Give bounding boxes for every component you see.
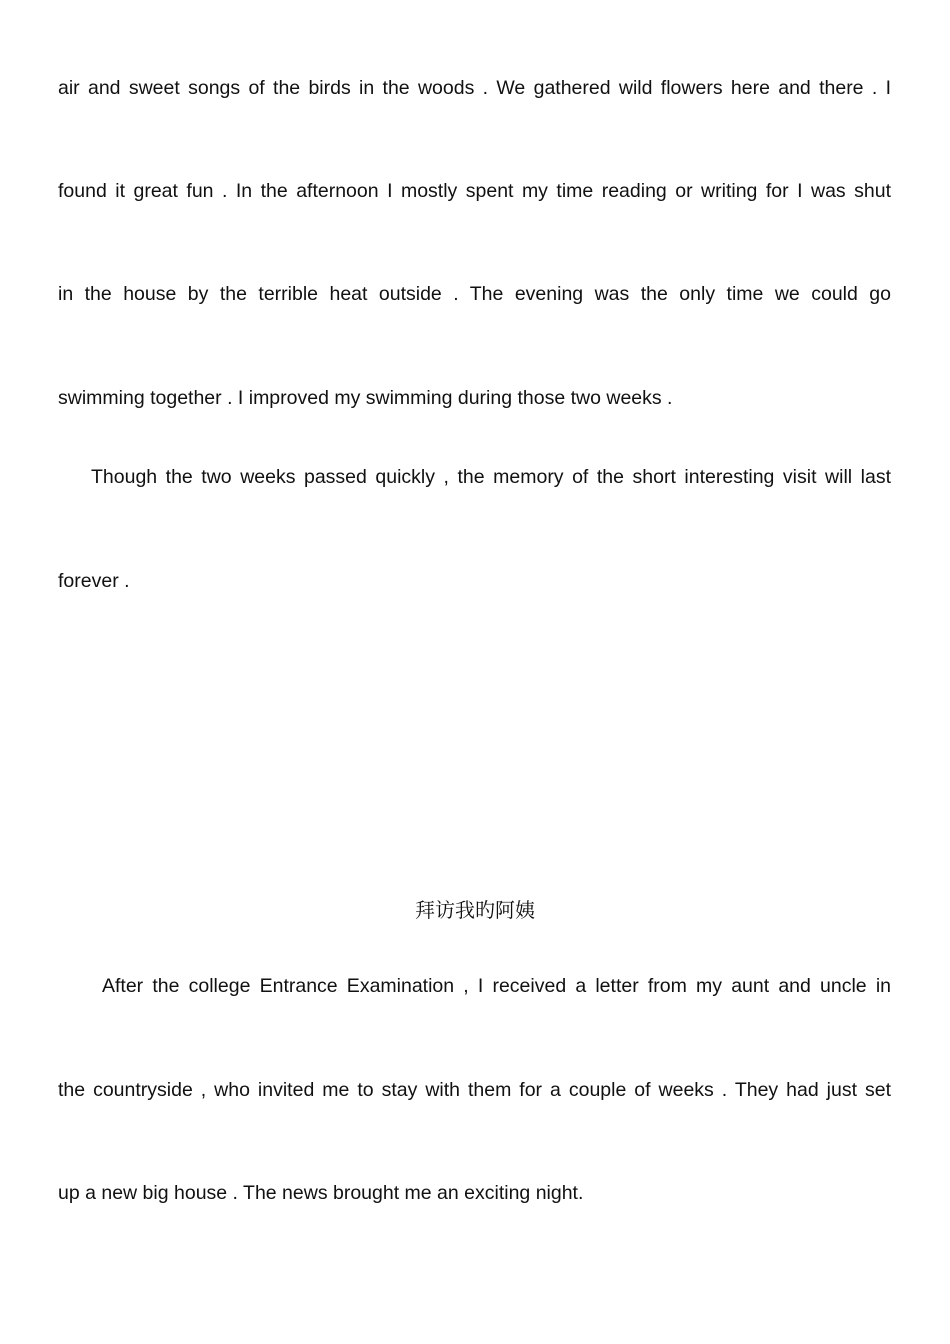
- paragraph-line: the countryside , who invited me to stay with them for a couple of weeks . They had just set: [58, 1079, 891, 1101]
- paragraph-line: Though the two weeks passed quickly , the memory of the short interesting visit will last: [91, 466, 891, 488]
- paragraph-line: swimming together . I improved my swimming during those two weeks .: [58, 387, 673, 409]
- paragraph-line: After the college Entrance Examination , I received a letter from my aunt and uncle in: [102, 975, 891, 997]
- paragraph-line: in the house by the terrible heat outside . The evening was the only time we could go: [58, 283, 891, 305]
- essay-title: 拜访我旳阿姨: [415, 898, 535, 922]
- paragraph-line: up a new big house . The news brought me an exciting night.: [58, 1182, 584, 1204]
- paragraph-line: air and sweet songs of the birds in the woods . We gathered wild flowers here and there . I: [58, 77, 891, 99]
- paragraph-line: forever .: [58, 570, 130, 592]
- paragraph-line: found it great fun . In the afternoon I mostly spent my time reading or writing for I was shut: [58, 180, 891, 202]
